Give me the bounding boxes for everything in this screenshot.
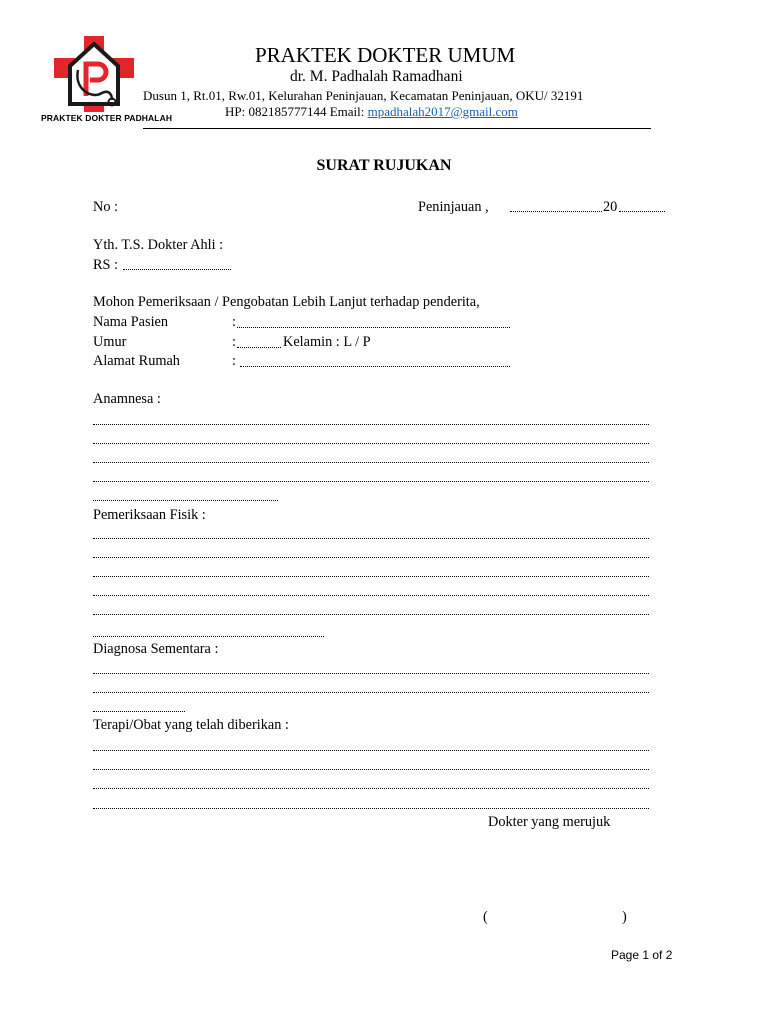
anamnesis-label: Anamnesa : [93, 391, 161, 407]
physical-exam-line[interactable] [93, 636, 324, 637]
physical-exam-label: Pemeriksaan Fisik : [93, 507, 206, 523]
address-colon: : [232, 353, 236, 369]
clinic-address: Dusun 1, Rt.01, Rw.01, Kelurahan Peninjauan, Kecamatan Peninjauan, OKU/ 32191 [143, 88, 584, 103]
signature-paren-open: ( [483, 909, 488, 925]
place-label: Peninjauan , [418, 199, 489, 215]
signer-label: Dokter yang merujuk [488, 814, 611, 830]
date-day-field[interactable] [510, 211, 602, 212]
age-field[interactable] [237, 347, 281, 348]
diagnosis-label: Diagnosa Sementara : [93, 641, 219, 657]
address-field[interactable] [240, 366, 510, 367]
request-text: Mohon Pemeriksaan / Pengobatan Lebih Lanjut terhadap penderita, [93, 294, 480, 310]
no-label: No : [93, 199, 119, 215]
rs-field[interactable] [123, 269, 231, 270]
age-label: Umur [93, 334, 127, 350]
letter-title: SURAT RUJUKAN [316, 157, 452, 174]
page-number: Page 1 of 2 [611, 948, 673, 962]
doctor-name: dr. M. Padhalah Ramadhani [290, 68, 463, 85]
physical-exam-line[interactable] [93, 614, 649, 615]
signature-paren-close: ) [622, 909, 627, 925]
anamnesis-line[interactable] [93, 481, 649, 482]
anamnesis-line[interactable] [93, 424, 649, 425]
year-prefix: 20 [603, 199, 618, 215]
diagnosis-line[interactable] [93, 692, 649, 693]
diagnosis-line[interactable] [93, 711, 185, 712]
patient-name-field[interactable] [237, 327, 510, 328]
therapy-line[interactable] [93, 750, 649, 751]
contact-phone: HP: 082185777144 Email: [225, 104, 368, 119]
clinic-logo-icon [52, 36, 148, 112]
physical-exam-line[interactable] [93, 538, 649, 539]
email-link[interactable]: mpadhalah2017@gmail.com [367, 104, 518, 119]
anamnesis-line[interactable] [93, 443, 649, 444]
gender-label: Kelamin : L / P [283, 334, 371, 350]
rs-label: RS : [93, 257, 119, 273]
physical-exam-line[interactable] [93, 595, 649, 596]
therapy-line[interactable] [93, 808, 649, 809]
therapy-line[interactable] [93, 788, 649, 789]
logo-caption: PRAKTEK DOKTER PADHALAH [41, 113, 173, 123]
address-label: Alamat Rumah [93, 353, 180, 369]
date-year-field[interactable] [619, 211, 665, 212]
age-colon: : [232, 334, 236, 350]
physical-exam-line[interactable] [93, 576, 649, 577]
header-divider [143, 128, 651, 129]
physical-exam-line[interactable] [93, 557, 649, 558]
diagnosis-line[interactable] [93, 673, 649, 674]
recipient-label: Yth. T.S. Dokter Ahli : [93, 237, 224, 253]
anamnesis-line[interactable] [93, 500, 278, 501]
therapy-label: Terapi/Obat yang telah diberikan : [93, 717, 289, 733]
clinic-contact [225, 104, 518, 120]
patient-name-colon: : [232, 314, 236, 330]
clinic-title: PRAKTEK DOKTER UMUM [255, 43, 516, 67]
anamnesis-line[interactable] [93, 462, 649, 463]
therapy-line[interactable] [93, 769, 649, 770]
patient-name-label: Nama Pasien [93, 314, 169, 330]
